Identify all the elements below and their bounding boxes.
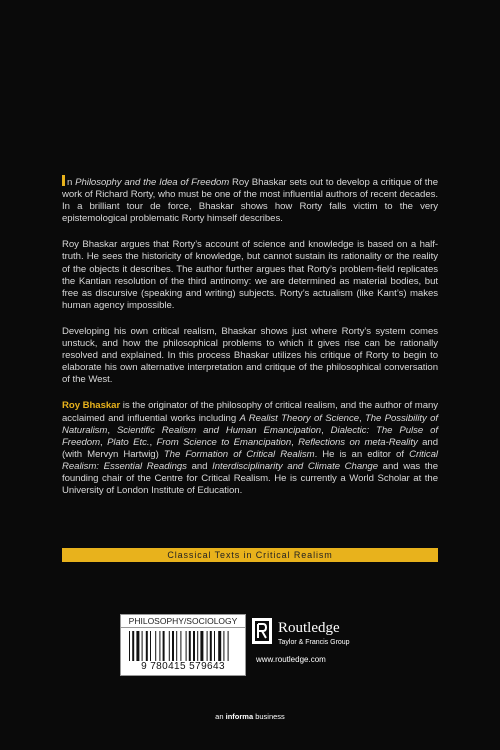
barcode-bar [223, 631, 224, 661]
barcode-bar [200, 631, 203, 661]
barcode-bar [210, 631, 212, 661]
series-band: Classical Texts in Critical Realism [62, 548, 438, 562]
barcode-bar [214, 631, 215, 661]
publisher-name: Routledge [278, 620, 340, 636]
barcode-bar [176, 631, 177, 661]
book-title: Philosophy and the Idea of Freedom [75, 177, 230, 188]
barcode-bar [207, 631, 208, 661]
routledge-logo-icon [252, 618, 272, 644]
barcode-bar [159, 631, 160, 661]
category-label: PHILOSOPHY/SOCIOLOGY [121, 615, 245, 628]
isbn-number: 9 780415 579643 [141, 661, 225, 672]
barcode-bar [186, 631, 187, 661]
publisher-block [252, 612, 372, 672]
publisher-url[interactable]: www.routledge.com [256, 655, 326, 664]
barcode [127, 631, 239, 661]
barcode-bar [132, 631, 134, 661]
blurb-paragraph-1: n Philosophy and the Idea of Freedom Roy Bhaskar sets out to develop a critique of the work of Richard Rorty, who must be one of the most influential authors of recent decades. In a brilliant tour de force, Bhaskar shows how Rorty falls victim to the very epistemological problematic Rorty himself describes. [62, 177, 438, 225]
blurb [62, 175, 438, 511]
publisher-group: Taylor & Francis Group [278, 639, 350, 646]
barcode-bar [155, 631, 156, 661]
author-name: Roy Bhaskar [62, 400, 121, 412]
blurb-paragraph-2: Roy Bhaskar argues that Rorty’s account of science and knowledge is based on a half-truth. He sees the historicity of knowledge, but cannot sustain its rationality or the reality of the objects it describes. The author further argues that Rorty’s problem-field replicates the Kantian resolution of the third antinomy: we are determined as material bodies, but free as discursive (speaking and writing) subjects. Rorty’s actualism (like Kant’s) makes human agency impossible. [62, 239, 438, 311]
barcode-bar [228, 631, 229, 661]
barcode-bar [163, 631, 165, 661]
barcode-bar [142, 631, 143, 661]
dropcap-bar [62, 175, 65, 186]
barcode-bar [146, 631, 148, 661]
barcode-bar [169, 631, 170, 661]
author-bio: Roy Bhaskar is the originator of the philosophy of critical realism, and the author of many acclaimed and influential works including A Realist Theory of Science, The Possibility of Naturalism, Scientific Realism and Human Emancipation, Dialectic: The Pulse of Freedom, Plato Etc., From Science to Emancipation, Reflections on meta-Reality and (with Mervyn Hartwig) The Formation of Critical Realism. He is an editor of Critical Realism: Essential Readings and Interdisciplinarity and Climate Change and was the founding chair of the Centre for Critical Realism. He is currently a World Scholar at the University of London Institute of Education. [62, 400, 439, 497]
informa-brand: informa [225, 712, 254, 721]
barcode-bar [180, 631, 181, 661]
barcode-bar [136, 631, 139, 661]
barcode-bar [197, 631, 198, 661]
barcode-bar [129, 631, 130, 661]
barcode-box [120, 614, 246, 676]
barcode-bar [150, 631, 151, 661]
blurb-paragraph-3: Developing his own critical realism, Bhaskar shows just where Rorty’s system comes unstuck, and how the philosophical problems to which it gives rise can be rationally resolved and explained. In this process Bhaskar utilizes his critique of Rorty to begin to elaborate his own alternative interpretation and critique of the philosophical conversation of the West. [62, 325, 438, 386]
barcode-bar [218, 631, 221, 661]
informa-footer: an informa business [215, 712, 285, 721]
barcode-bar [189, 631, 191, 661]
barcode-bar [172, 631, 174, 661]
barcode-bar [193, 631, 195, 661]
